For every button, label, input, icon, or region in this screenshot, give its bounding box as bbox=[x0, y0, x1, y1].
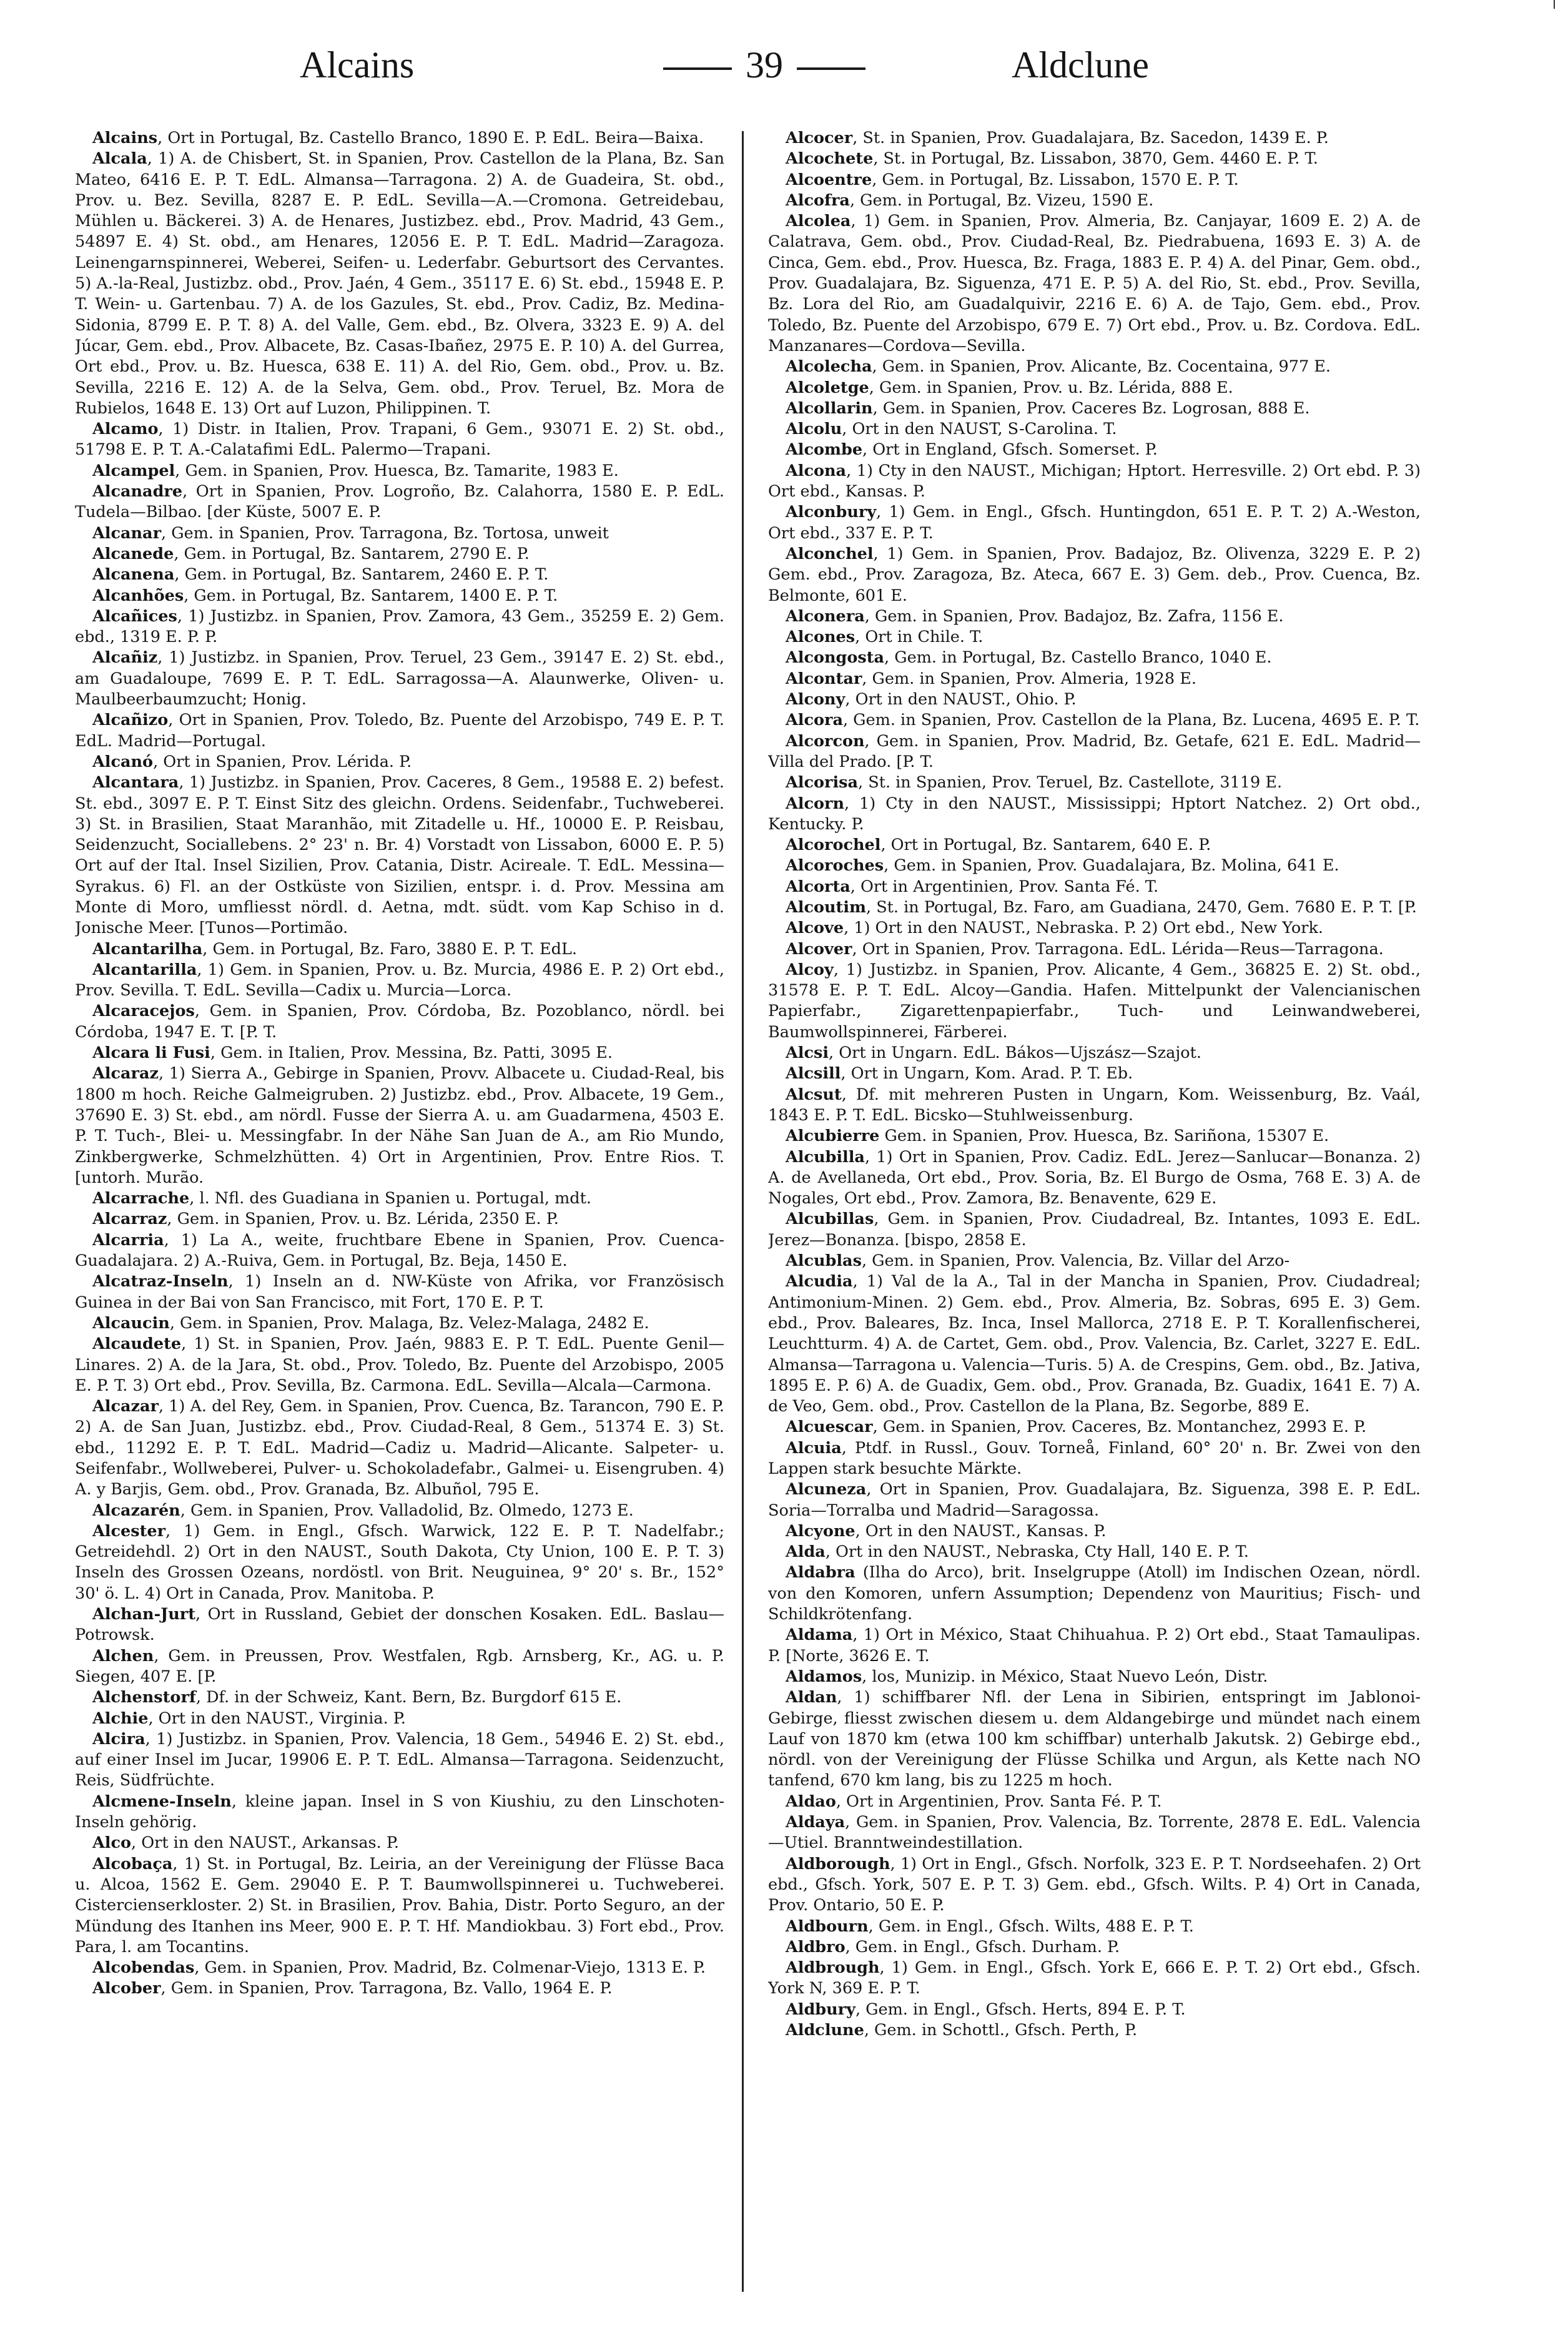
entry bbox=[75, 1043, 724, 1063]
entry-text: , Ort in Ungarn. EdL. Bákos—Ujszász—Szajot. bbox=[829, 1043, 1201, 1063]
entry-text: , 1) Gem. in Spanien, Prov. Badajoz, Bz. Olivenza, 3229 E. P. 2) Gem. ebd., Prov. Zaragoza, Bz. Ateca, 667 E. 3) Gem. deb., Prov. Cuenca, Bz. Belmonte, 601 E. bbox=[768, 544, 1421, 605]
entry bbox=[768, 211, 1421, 357]
entry-text: , 1) Justizbz. in Spanien, Prov. Alicante, 4 Gem., 36825 E. 2) St. obd., 31578 E. P. T. EdL. Alcoy—Gandia. Hafen. Mittelpunkt der Valencianischen Papierfabr., Zigarettenpapierfabr., Tuch- und Leinwandweberei, Baumwollspinnerei, Färberei. bbox=[768, 960, 1421, 1042]
entry bbox=[768, 170, 1421, 190]
entry-text: , Ort in den NAUST., Arkansas. P. bbox=[131, 1833, 399, 1853]
header-first-entry: Alcains bbox=[300, 44, 415, 86]
entry bbox=[75, 1209, 724, 1230]
entry-headword: Alcorn bbox=[786, 794, 844, 813]
entry bbox=[75, 128, 724, 149]
entry bbox=[75, 939, 724, 960]
entry-text: , Gem. in Spanien, Prov. Valencia, Bz. Torrente, 2878 E. EdL. Valencia—Utiel. Branntweindestillation. bbox=[768, 1813, 1421, 1853]
entry-headword: Alcubillas bbox=[786, 1210, 874, 1229]
entry-headword: Alcatraz-Inseln bbox=[92, 1272, 229, 1291]
entry-headword: Alcanhões bbox=[92, 586, 184, 605]
entry-text: , Gem. in Portugal, Bz. Santarem, 2790 E. P. bbox=[174, 544, 530, 563]
entry-text: , Ort in den NAUST., Nebraska, Cty Hall, 140 E. P. T. bbox=[825, 1542, 1249, 1562]
entry-text: , 1) Ort in México, Staat Chihuahua. P. 2) Ort ebd., Staat Tamaulipas. P. [Norte, 3626 E. T. bbox=[768, 1625, 1421, 1665]
entry bbox=[75, 565, 724, 585]
entry bbox=[768, 1937, 1421, 1958]
entry bbox=[75, 149, 724, 419]
entry-headword: Alcantara bbox=[92, 773, 179, 792]
entry-text: , Ort in England, Gfsch. Somerset. P. bbox=[862, 440, 1158, 460]
entry-text: , Gem. in Italien, Prov. Messina, Bz. Patti, 3095 E. bbox=[210, 1043, 613, 1063]
entry-headword: Alcoletge bbox=[786, 378, 869, 397]
entry-headword: Alcublas bbox=[786, 1251, 862, 1271]
entry-headword: Alcira bbox=[92, 1729, 145, 1749]
entry bbox=[768, 1417, 1421, 1438]
entry-headword: Alcorta bbox=[786, 877, 851, 896]
entry-text: , St. in Spanien, Prov. Teruel, Bz. Castellote, 3119 E. bbox=[858, 773, 1283, 792]
entry-headword: Alchie bbox=[92, 1709, 149, 1728]
entry-text: , Gem. in Spanien, Prov. u. Bz. Lérida, 888 E. bbox=[869, 378, 1233, 397]
entry-text: , Ort in Chile. T. bbox=[855, 628, 984, 647]
entry-text: , los, Munizip. in México, Staat Nuevo León, Distr. bbox=[862, 1667, 1268, 1686]
entry-headword: Alcobendas bbox=[92, 1958, 195, 1978]
entry-headword: Alcamo bbox=[92, 420, 159, 439]
entry-text: , Gem. in Spanien, Prov. Ciudadreal, Bz. Intantes, 1093 E. EdL. Jerez—Bonanza. [bispo, 2858 E. bbox=[768, 1210, 1421, 1250]
entry-text: , Ort in Russland, Gebiet der donschen Kosaken. EdL. Baslau—Potrowsk. bbox=[75, 1605, 724, 1645]
entry bbox=[768, 461, 1421, 503]
entry-text: , Gem. in Spanien, Prov. Valencia, Bz. Villar del Arzo- bbox=[861, 1251, 1290, 1271]
header-last-entry: Aldclune bbox=[1012, 44, 1149, 86]
entry-text: , Gem. in Portugal, Bz. Vizeu, 1590 E. bbox=[849, 190, 1154, 210]
entry bbox=[75, 1001, 724, 1043]
entry-headword: Alcuia bbox=[786, 1438, 842, 1458]
entry bbox=[75, 481, 724, 523]
entry bbox=[768, 1085, 1421, 1127]
entry bbox=[768, 544, 1421, 606]
entry-headword: Alcona bbox=[786, 461, 847, 480]
entry bbox=[75, 544, 724, 565]
entry-headword: Alco bbox=[92, 1833, 132, 1853]
entry-headword: Alcoentre bbox=[786, 170, 872, 189]
entry-headword: Alcyone bbox=[786, 1521, 855, 1541]
entry-text: , Ort in Portugal, Bz. Santarem, 640 E. P. bbox=[880, 836, 1211, 855]
entry bbox=[75, 648, 724, 710]
entry-headword: Alcobaça bbox=[92, 1854, 173, 1873]
entry-headword: Alcoy bbox=[786, 960, 834, 979]
entry-text: , St. in Spanien, Prov. Guadalajara, Bz. Sacedon, 1439 E. P. bbox=[852, 129, 1329, 147]
entry-text: , Gem. in Spanien, Prov. Guadalajara, Bz. Molina, 641 E. bbox=[884, 856, 1339, 876]
entry-headword: Alcazar bbox=[92, 1397, 159, 1416]
entry bbox=[768, 1792, 1421, 1812]
entry-headword: Alcolea bbox=[786, 212, 851, 231]
entry bbox=[768, 1438, 1421, 1480]
entry bbox=[75, 523, 724, 544]
page-number-block bbox=[649, 44, 879, 87]
entry bbox=[75, 1188, 724, 1209]
entry bbox=[768, 606, 1421, 627]
entry-text: , St. in Portugal, Bz. Faro, am Guadiana, 2470, Gem. 7680 E. P. T. [P. bbox=[866, 897, 1417, 917]
entry-headword: Alcaraz bbox=[92, 1064, 159, 1083]
entry-headword: Alcester bbox=[92, 1521, 166, 1541]
entry-headword: Alcuescar bbox=[786, 1418, 873, 1437]
page-header bbox=[0, 44, 1568, 106]
entry-headword: Alcocer bbox=[786, 129, 853, 147]
entry-headword: Alcsill bbox=[786, 1064, 841, 1083]
entry bbox=[75, 1729, 724, 1792]
entry-headword: Alcantarilha bbox=[92, 939, 203, 959]
entry-text: , Ort in Argentinien, Prov. Santa Fé. T. bbox=[850, 877, 1159, 896]
entry-headword: Alcsut bbox=[786, 1085, 842, 1104]
entry-text: , Gem. in Portugal, Bz. Lissabon, 1570 E. P. T. bbox=[872, 170, 1239, 189]
entry-text: (Ilha do Arco), brit. Inselgruppe (Atoll) im Indischen Ozean, nördl. von den Komoren, unfern Assumption; Dependenz von Mauritius; Fisch- und Schildkrötenfang. bbox=[768, 1563, 1421, 1624]
entry bbox=[768, 835, 1421, 856]
entry bbox=[768, 669, 1421, 689]
entry bbox=[75, 1978, 724, 1999]
entry-headword: Alcony bbox=[786, 690, 846, 709]
entry bbox=[75, 1646, 724, 1688]
entry-headword: Alconchel bbox=[786, 544, 874, 563]
entry bbox=[75, 1396, 724, 1500]
entry-headword: Alchan-Jurt bbox=[92, 1605, 196, 1624]
entry-text: , Gem. in Spanien, Prov. Caceres Bz. Logrosan, 888 E. bbox=[872, 398, 1310, 418]
right-column bbox=[768, 128, 1421, 2301]
entry bbox=[768, 960, 1421, 1043]
entry-text: , 1) Gem. in Engl., Gfsch. Huntingdon, 651 E. P. T. 2) A.-Weston, Ort ebd., 337 E. P. T. bbox=[768, 503, 1421, 543]
entry-headword: Alcarrache bbox=[92, 1189, 190, 1208]
entry-headword: Alcubierre bbox=[786, 1127, 880, 1146]
entry-text: , Gem. in Spanien, Prov. Badajoz, Bz. Zafra, 1156 E. bbox=[864, 606, 1284, 626]
entry bbox=[768, 939, 1421, 960]
entry-text: , 1) Gem. in Engl., Gfsch. York E, 666 E. P. T. 2) Ort ebd., Gfsch. York N, 369 E. P. T. bbox=[768, 1958, 1421, 1998]
entry-text: , Ort in den NAUST., Ohio. P. bbox=[845, 690, 1077, 709]
entry bbox=[75, 606, 724, 648]
entry bbox=[768, 877, 1421, 897]
entry-text: , 1) Gem. in Engl., Gfsch. Warwick, 122 E. P. T. Nadelfabr.; Getreidehdl. 2) Ort in den NAUST., South Dakota, Cty Union, 100 E. P. T. 3) Inseln des Grossen Ozeans, nordöstl. von Brit. Neuguinea, 9° 20' s. Br., 152° 30' ö. L. 4) Ort in Canada, Prov. Manitoba. P. bbox=[75, 1521, 724, 1603]
entry-headword: Alcofra bbox=[786, 190, 850, 210]
left-column bbox=[75, 128, 724, 2301]
entry-text: , 1) La A., weite, fruchtbare Ebene in Spanien, Prov. Cuenca-Guadalajara. 2) A.-Ruiva, Gem. in Portugal, Bz. Beja, 1450 E. bbox=[75, 1230, 724, 1271]
entry-text: , 1) Ort in Spanien, Prov. Cadiz. EdL. Jerez—Sanlucar—Bonanza. 2) A. de Avellaneda, Ort ebd., Prov. Soria, Bz. El Burgo de Osma, 768 E. 3) A. de Nogales, Ort ebd., Prov. Zamora, Bz. Benavente, 629 E. bbox=[768, 1147, 1421, 1208]
column-divider bbox=[742, 131, 744, 2292]
entry bbox=[768, 1271, 1421, 1417]
entry bbox=[768, 1147, 1421, 1210]
entry-text: , 1) St. in Portugal, Bz. Leiria, an der Vereinigung der Flüsse Baca u. Alcoa, 1562 E. Gem. 29040 E. P. T. Baumwollspinnerei u. Tuchweberei. Cistercienserkloster. 2) St. in Brasilien, Prov. Bahia, Distr. Porto Seguro, an der Mündung des Itanhen ins Meer, 900 E. P. T. Hf. Mandiokbau. 3) Fort ebd., Prov. Para, l. am Tocantins. bbox=[75, 1854, 724, 1956]
entry-text: , Ort in den NAUST., Virginia. P. bbox=[148, 1709, 406, 1728]
entry-text: , Gem. in Portugal, Bz. Santarem, 1400 E. P. T. bbox=[184, 586, 558, 605]
entry bbox=[75, 1271, 724, 1313]
entry-headword: Aldbury bbox=[786, 2000, 855, 2019]
entry bbox=[768, 918, 1421, 939]
entry bbox=[768, 1667, 1421, 1687]
entry bbox=[768, 1916, 1421, 1937]
entry-text: , Ort in Spanien, Prov. Toledo, Bz. Puente del Arzobispo, 749 E. P. T. EdL. Madrid—Portugal. bbox=[75, 711, 724, 751]
entry bbox=[768, 689, 1421, 710]
entry bbox=[768, 1479, 1421, 1521]
entry-headword: Aldbourn bbox=[786, 1916, 869, 1936]
entry-text: , Gem. in Engl., Gfsch. Wilts, 488 E. P. T. bbox=[868, 1916, 1194, 1936]
entry-headword: Alcarraz bbox=[92, 1210, 167, 1229]
entry-headword: Alcaucin bbox=[92, 1313, 170, 1333]
entry-text: , Gem. in Schottl., Gfsch. Perth, P. bbox=[864, 2021, 1138, 2040]
entry-headword: Alcañices bbox=[92, 606, 177, 626]
entry-headword: Aldaya bbox=[786, 1813, 846, 1832]
entry bbox=[768, 190, 1421, 211]
entry-headword: Alcora bbox=[786, 711, 843, 730]
entry bbox=[75, 1958, 724, 1978]
entry bbox=[768, 648, 1421, 668]
entry bbox=[768, 1521, 1421, 1542]
entry bbox=[75, 419, 724, 461]
entry-headword: Alcochete bbox=[786, 149, 874, 169]
entry bbox=[75, 1604, 724, 1646]
entry-text: , 1) Inseln an d. NW-Küste von Afrika, vor Französisch Guinea in der Bai von San Francisco, mit Fort, 170 E. P. T. bbox=[75, 1272, 724, 1312]
entry bbox=[768, 1126, 1421, 1147]
entry-text: , Gem. in Portugal, Bz. Castello Branco, 1040 E. bbox=[884, 648, 1272, 668]
entry-text: , 1) Cty in den NAUST., Michigan; Hptort. Herresville. 2) Ort ebd. P. 3) Ort ebd., Kansas. P. bbox=[768, 461, 1421, 501]
entry bbox=[75, 710, 724, 752]
entry-headword: Alcanena bbox=[92, 565, 175, 584]
entry-text: , Gem. in Engl., Gfsch. Herts, 894 E. P. T. bbox=[855, 2000, 1186, 2019]
entry-text: , Ort in Portugal, Bz. Castello Branco, 1890 E. P. EdL. Beira—Baixa. bbox=[157, 129, 704, 147]
entry-text: , Gem. in Spanien, Prov. Córdoba, Bz. Pozoblanco, nördl. bei Córdoba, 1947 E. T. [P. T. bbox=[75, 1002, 724, 1042]
entry-headword: Alcombe bbox=[786, 440, 863, 460]
entry-headword: Alcove bbox=[786, 919, 844, 938]
entry-headword: Alcanó bbox=[92, 752, 154, 771]
entry-headword: Alcanede bbox=[92, 544, 174, 563]
entry-headword: Alcorisa bbox=[786, 773, 859, 792]
entry bbox=[768, 1958, 1421, 2000]
entry-headword: Alda bbox=[786, 1542, 826, 1562]
entry-text: , Gem. in Spanien, Prov. Alicante, Bz. Cocentaina, 977 E. bbox=[872, 357, 1331, 377]
entry-text: , 1) Justizbz. in Spanien, Prov. Teruel, 23 Gem., 39147 E. 2) St. ebd., am Guadaloupe, 7699 E. P. T. EdL. Sarragossa—A. Alaunwerke, Oliven- u. Maulbeerbaumzucht; Honig. bbox=[75, 648, 724, 709]
entry-text: , 1) schiffbarer Nfl. der Lena in Sibirien, entspringt im Jablonoi-Gebirge, fliesst zwischen diesem u. dem Aldangebirge und mündet nach einem Lauf von 1870 km (etwa 100 km schiffbar) unterhalb Jakutsk. 2) Gebirge ebd., nördl. von der Vereinigung der Flüsse Schilka und Argun, als Kette nach NO tanfend, 670 km lang, bis zu 1225 m hoch. bbox=[768, 1688, 1421, 1790]
entry bbox=[75, 960, 724, 1002]
entry-headword: Alcala bbox=[92, 149, 147, 169]
entry-headword: Alcaudete bbox=[92, 1334, 182, 1354]
entry-text: , Gem. in Spanien, Prov. Tarragona, Bz. Vallo, 1964 E. P. bbox=[160, 1979, 613, 1998]
page-edge-mark bbox=[1554, 0, 1555, 9]
entry-headword: Aldbro bbox=[786, 1937, 846, 1956]
entry-text: , Ort in Spanien, Prov. Tarragona. EdL. Lérida—Reus—Tarragona. bbox=[852, 939, 1384, 959]
entry-text: , Gem. in Spanien, Prov. Tarragona, Bz. Tortosa, unweit bbox=[161, 523, 609, 543]
dash-left bbox=[663, 67, 732, 70]
entry bbox=[768, 419, 1421, 440]
entry-headword: Alcmene-Inseln bbox=[92, 1792, 232, 1811]
entry-text: , 1) Val de la A., Tal in der Mancha in Spanien, Prov. Ciudadreal; Antimonium-Minen. 2) Gem. ebd., Prov. Almeria, Bz. Sobras, 695 E. 3) Gem. ebd., Prov. Baleares, Bz. Inca, Insel Mallorca, 2718 E. P. T. Korallenfischerei, Leuchtturm. 4) A. de Cartet, Gem. obd., Prov. Valencia, Bz. Carlet, 3227 E. EdL. Almansa—Tarragona u. Valencia—Turis. 5) A. de Crespins, Gem. obd., Bz. Jativa, 1895 E. P. 6) A. de Guadix, Gem. obd., Prov. Granada, Bz. Guadix, 1641 E. 7) A. de Veo, Gem. obd., Prov. Castellon de la Plana, Bz. Segorbe, 889 E. bbox=[768, 1272, 1421, 1416]
entry-headword: Alcollarin bbox=[786, 398, 873, 418]
entry bbox=[75, 461, 724, 481]
entry-text: , Ort in Spanien, Prov. Lérida. P. bbox=[153, 752, 412, 771]
entry-text: , 1) Cty in den NAUST., Mississippi; Hptort Natchez. 2) Ort obd., Kentucky. P. bbox=[768, 794, 1421, 834]
entry bbox=[768, 502, 1421, 544]
entry-text: , Ort in Ungarn, Kom. Arad. P. T. Eb. bbox=[841, 1064, 1133, 1083]
entry-headword: Alcazarén bbox=[92, 1501, 180, 1520]
entry bbox=[75, 1709, 724, 1729]
entry-text: , 1) Justizbz. in Spanien, Prov. Caceres, 8 Gem., 19588 E. 2) befest. St. ebd., 3097 E. P. T. Einst Sitz des gleichn. Ordens. Seidenfabr., Tuchweberei. 3) St. in Brasilien, Staat Maranhão, mit Zitadelle u. Hf., 10000 E. P. Reisbau, Seidenzucht, Sociallebens. 2° 23' n. Br. 4) Vorstadt von Lissabon, 6000 E. P. 5) Ort auf der Ital. Insel Sizilien, Prov. Catania, Distr. Acireale. T. EdL. Messina—Syrakus. 6) Fl. an der Ostküste von Sizilien, entspr. i. d. Prov. Messina am Monte di Moro, umfliesst nördl. d. Aetna, mdt. südt. vom Kap Schiso in d. Jonische Meer. [Tunos—Portimão. bbox=[75, 773, 724, 938]
entry bbox=[75, 1687, 724, 1708]
entry-headword: Alchenstorf bbox=[92, 1688, 196, 1707]
entry-text: , Gem. in Spanien, Prov. Almeria, 1928 E. bbox=[862, 669, 1196, 688]
entry bbox=[75, 1063, 724, 1188]
entry bbox=[768, 627, 1421, 648]
entry-text: , Ort in den NAUST., Kansas. P. bbox=[855, 1521, 1107, 1541]
entry bbox=[768, 1812, 1421, 1854]
entry bbox=[768, 897, 1421, 918]
entry bbox=[75, 1833, 724, 1853]
entry-headword: Aldao bbox=[786, 1792, 836, 1811]
entry bbox=[75, 1854, 724, 1958]
entry-headword: Alcolu bbox=[786, 420, 842, 439]
entry-text: , Gem. in Portugal, Bz. Faro, 3880 E. P. T. EdL. bbox=[202, 939, 577, 959]
entry bbox=[75, 1521, 724, 1604]
entry bbox=[75, 1501, 724, 1521]
entry-headword: Alcontar bbox=[786, 669, 862, 688]
entry-text: , Gem. in Spanien, Prov. Caceres, Bz. Montanchez, 2993 E. P. bbox=[872, 1418, 1367, 1437]
entry-text: , 1) Gem. in Spanien, Prov. u. Bz. Murcia, 4986 E. P. 2) Ort ebd., Prov. Sevilla. T. EdL. Sevilla—Cadix u. Murcia—Lorca. bbox=[75, 960, 724, 1000]
entry bbox=[768, 794, 1421, 836]
entry-text: , Gem. in Spanien, Prov. u. Bz. Lérida, 2350 E. P. bbox=[167, 1210, 559, 1229]
entry bbox=[768, 856, 1421, 876]
entry bbox=[75, 1792, 724, 1833]
entry-headword: Alcantarilla bbox=[92, 960, 197, 979]
entry bbox=[768, 398, 1421, 419]
entry-headword: Alcañiz bbox=[92, 648, 158, 668]
entry-text: , Gem. in Spanien, Prov. Huesca, Bz. Tamarite, 1983 E. bbox=[175, 461, 619, 480]
entry-text: , 1) Ort in Engl., Gfsch. Norfolk, 323 E. P. T. Nordseehafen. 2) Ort ebd., Gfsch. York, 507 E. P. T. 3) Gem. ebd., Gfsch. Wilts. P. 4) Ort in Canada, Prov. Ontario, 50 E. P. bbox=[768, 1854, 1421, 1915]
entry-text: , St. in Portugal, Bz. Lissabon, 3870, Gem. 4460 E. P. T. bbox=[873, 149, 1318, 169]
entry bbox=[768, 1542, 1421, 1562]
entry bbox=[768, 128, 1421, 149]
entry bbox=[768, 1043, 1421, 1063]
entry bbox=[75, 1230, 724, 1272]
entry-headword: Alcsi bbox=[786, 1043, 829, 1063]
entry-text: , 1) Gem. in Spanien, Prov. Almeria, Bz. Canjayar, 1609 E. 2) A. de Calatrava, Gem. obd., Prov. Ciudad-Real, Bz. Piedrabuena, 1693 E. 3) A. de Cinca, Gem. ebd., Prov. Huesca, Bz. Fraga, 1883 E. P. 4) A. del Pinar, Gem. obd., Prov. Guadalajara, Bz. Siguenza, 471 E. P. 5) A. del Rio, St. ebd., Prov. Sevilla, Bz. Lora del Rio, am Guadalquivir, 2216 E. 6) A. de Tajo, Gem. ebd., Prov. Toledo, Bz. Puente del Arzobispo, 679 E. 7) Ort ebd., Prov. u. Bz. Cordova. EdL. Manzanares—Cordova—Sevilla. bbox=[768, 212, 1421, 355]
entry-text: , Ort in Argentinien, Prov. Santa Fé. P. T. bbox=[836, 1792, 1162, 1811]
entry-headword: Alcover bbox=[786, 939, 852, 959]
entry-headword: Aldclune bbox=[786, 2021, 864, 2040]
entry-headword: Alchen bbox=[92, 1646, 154, 1665]
entry bbox=[768, 2000, 1421, 2020]
entry bbox=[768, 1687, 1421, 1791]
entry-text: , 1) A. del Rey, Gem. in Spanien, Prov. Cuenca, Bz. Tarancon, 790 E. P. 2) A. de San Juan, Justizbz. ebd., Prov. Ciudad-Real, 8 Gem., 51374 E. 3) St. ebd., 11292 E. P. T. EdL. Madrid—Cadiz u. Madrid—Alicante. Salpeter- u. Seifenfabr., Wollweberei, Pulver- u. Schokoladefabr., Galmei- u. Eisengruben. 4) A. y Barjis, Gem. obd., Prov. Granada, Bz. Albuñol, 795 E. bbox=[75, 1397, 724, 1499]
entry-headword: Aldamos bbox=[786, 1667, 862, 1686]
entry bbox=[768, 440, 1421, 460]
entry-text: , 1) A. de Chisbert, St. in Spanien, Prov. Castellon de la Plana, Bz. San Mateo, 6416 E. P. T. EdL. Almansa—Tarragona. 2) A. de Guadeira, St. obd., Prov. u. Bez. Sevilla, 8287 E. P. EdL. Sevilla—A.—Cromona. Getreidebau, Mühlen u. Bäckerei. 3) A. de Henares, Justizbez. ebd., Prov. Madrid, 43 Gem., 54897 E. 4) St. obd., am Henares, 12056 E. P. T. EdL. Madrid—Zaragoza. Leinengarnspinnerei, Weberei, Seifen- u. Lederfabr. Geburtsort des Cervantes. 5) A.-la-Real, Justizbz. obd., Prov. Jaén, 4 Gem., 35117 E. 6) St. ebd., 15948 E. P. T. Wein- u. Gartenbau. 7) A. de los Gazules, St. ebd., Prov. Cadiz, Bz. Medina-Sidonia, 8799 E. P. T. 8) A. del Valle, Gem. ebd., Bz. Olvera, 3323 E. 9) A. del Júcar, Gem. ebd., Prov. Albacete, Bz. Casas-Ibañez, 2975 E. P. 10) A. del Gurrea, Ort ebd., Prov. u. Bz. Huesca, 638 E. 11) A. del Rio, Gem. obd., Prov. u. Bz. Sevilla, 2216 E. 12) A. de la Selva, Gem. obd., Prov. Teruel, Bz. Mora de Rubielos, 1648 E. 13) Ort auf Luzon, Philippinen. T. bbox=[75, 149, 724, 418]
dash-right bbox=[797, 67, 865, 70]
entry-text: , Gem. in Spanien, Prov. Madrid, Bz. Colmenar-Viejo, 1313 E. P. bbox=[194, 1958, 706, 1978]
entry-text: , Gem. in Spanien, Prov. Valladolid, Bz. Olmedo, 1273 E. bbox=[180, 1501, 634, 1520]
entry-text: , 1) Justizbz. in Spanien, Prov. Zamora, 43 Gem., 35259 E. 2) Gem. ebd., 1319 E. P. P. bbox=[75, 606, 724, 647]
entry-headword: Alcanadre bbox=[92, 482, 183, 501]
entry-headword: Alconera bbox=[786, 606, 865, 626]
entry bbox=[75, 1334, 724, 1396]
entry-headword: Alcara li Fusi bbox=[92, 1043, 210, 1063]
entry bbox=[768, 357, 1421, 377]
entry-text: , 1) Ort in den NAUST., Nebraska. P. 2) Ort ebd., New York. bbox=[844, 919, 1324, 938]
entry bbox=[768, 149, 1421, 169]
entry-text: , l. Nfl. des Guadiana in Spanien u. Portugal, mdt. bbox=[189, 1189, 591, 1208]
entry-headword: Alcongosta bbox=[786, 648, 885, 668]
entry-headword: Alcorochel bbox=[786, 836, 881, 855]
entry bbox=[75, 586, 724, 606]
entry bbox=[75, 772, 724, 939]
entry-text: , Ort in Spanien, Prov. Logroño, Bz. Calahorra, 1580 E. P. EdL. Tudela—Bilbao. [der Küste, 5007 E. P. bbox=[75, 482, 724, 522]
entry-text: , Df. in der Schweiz, Kant. Bern, Bz. Burgdorf 615 E. bbox=[195, 1688, 622, 1707]
entry-headword: Alcaracejos bbox=[92, 1002, 195, 1021]
entry-text: , Ptdf. in Russl., Gouv. Torneå, Finland, 60° 20' n. Br. Zwei von den Lappen stark besuchte Märkte. bbox=[768, 1438, 1421, 1478]
entry-headword: Aldama bbox=[786, 1625, 853, 1645]
entry bbox=[768, 1625, 1421, 1667]
entry-text: , Ort in Spanien, Prov. Guadalajara, Bz. Siguenza, 398 E. P. EdL. Soria—Torralba und Madrid—Saragossa. bbox=[768, 1480, 1421, 1520]
entry-text: , Gem. in Spanien, Prov. Castellon de la Plana, Bz. Lucena, 4695 E. P. T. bbox=[842, 711, 1420, 730]
entry-text: , 1) Distr. in Italien, Prov. Trapani, 6 Gem., 93071 E. 2) St. obd., 51798 E. P. T. A.-Calatafimi EdL. Palermo—Trapani. bbox=[75, 420, 724, 460]
entry-text: , 1) St. in Spanien, Prov. Jaén, 9883 E. P. T. EdL. Puente Genil—Linares. 2) A. de la Jara, St. obd., Prov. Toledo, Bz. Puente del Arzobispo, 2005 E. P. T. 3) Ort ebd., Prov. Sevilla, Bz. Carmona. EdL. Sevilla—Alcala—Carmona. bbox=[75, 1334, 724, 1395]
entry-text: Gem. in Spanien, Prov. Huesca, Bz. Sariñona, 15307 E. bbox=[879, 1127, 1329, 1146]
entry bbox=[75, 1313, 724, 1334]
entry-headword: Aldbrough bbox=[786, 1958, 880, 1978]
entry bbox=[75, 752, 724, 772]
entry-headword: Aldborough bbox=[786, 1854, 890, 1873]
entry-headword: Aldabra bbox=[786, 1563, 855, 1582]
entry-headword: Alcorcon bbox=[786, 731, 865, 751]
entry-headword: Alcains bbox=[92, 129, 158, 147]
entry-headword: Alcarria bbox=[92, 1230, 164, 1250]
entry-headword: Alcañizo bbox=[92, 711, 169, 730]
entry-headword: Alcones bbox=[786, 628, 855, 647]
entry bbox=[768, 1854, 1421, 1916]
entry-headword: Alcampel bbox=[92, 461, 175, 480]
entry-text: , 1) Justizbz. in Spanien, Prov. Valencia, 18 Gem., 54946 E. 2) St. ebd., auf einer Insel im Jucar, 19906 E. P. T. EdL. Almansa—Tarragona. Seidenzucht, Reis, Südfrüchte. bbox=[75, 1729, 724, 1790]
entry bbox=[768, 772, 1421, 793]
entry bbox=[768, 1562, 1421, 1625]
entry bbox=[768, 2020, 1421, 2041]
entry-headword: Alconbury bbox=[786, 503, 877, 522]
entry bbox=[768, 1063, 1421, 1084]
entry-headword: Alcolecha bbox=[786, 357, 872, 377]
entry bbox=[768, 710, 1421, 731]
entry-headword: Alcanar bbox=[92, 523, 162, 543]
entry-text: , Gem. in Spanien, Prov. Malaga, Bz. Velez-Malaga, 2482 E. bbox=[169, 1313, 649, 1333]
entry-headword: Alcober bbox=[92, 1979, 161, 1998]
page-number: 39 bbox=[746, 44, 783, 86]
entry-text: , 1) Sierra A., Gebirge in Spanien, Provv. Albacete u. Ciudad-Real, bis 1800 m hoch. Reiche Galmeigruben. 2) Justizbz. ebd., Prov. Albacete, 19 Gem., 37690 E. 3) St. ebd., am nördl. Fusse der Sierra A. u. am Guadarmena, 4503 E. P. T. Tuch-, Blei- u. Messingfabr. In der Nähe San Juan de A., am Rio Mundo, Zinkbergwerke, Schmelzhütten. 4) Ort in Argentinien, Prov. Entre Rios. T. [untorh. Murão. bbox=[75, 1064, 724, 1187]
entry-text: , Gem. in Preussen, Prov. Westfalen, Rgb. Arnsberg, Kr., AG. u. P. Siegen, 407 E. [P. bbox=[75, 1646, 724, 1686]
entry-headword: Aldan bbox=[786, 1688, 837, 1707]
entry-text: , kleine japan. Insel in S von Kiushiu, zu den Linschoten-Inseln gehörig. bbox=[75, 1792, 724, 1832]
entry-headword: Alcoutim bbox=[786, 897, 866, 917]
entry bbox=[768, 378, 1421, 398]
entry-headword: Alcudia bbox=[786, 1272, 853, 1291]
entry-text: , Gem. in Spanien, Prov. Madrid, Bz. Getafe, 621 E. EdL. Madrid—Villa del Prado. [P. T. bbox=[768, 731, 1421, 771]
entry-headword: Alcuneza bbox=[786, 1480, 867, 1499]
entry-text: , Gem. in Engl., Gfsch. Durham. P. bbox=[845, 1937, 1120, 1956]
entry bbox=[768, 1251, 1421, 1271]
entry-headword: Alcoroches bbox=[786, 856, 884, 876]
entry-headword: Alcubilla bbox=[786, 1147, 865, 1167]
entry bbox=[768, 731, 1421, 773]
entry bbox=[768, 1209, 1421, 1251]
entry-text: , Gem. in Portugal, Bz. Santarem, 2460 E. P. T. bbox=[174, 565, 549, 584]
entry-text: , Ort in den NAUST, S-Carolina. T. bbox=[842, 420, 1117, 439]
entry-text: , Df. mit mehreren Pusten in Ungarn, Kom. Weissenburg, Bz. Vaál, 1843 E. P. T. EdL. Bicsko—Stuhlweissenburg. bbox=[768, 1085, 1421, 1125]
